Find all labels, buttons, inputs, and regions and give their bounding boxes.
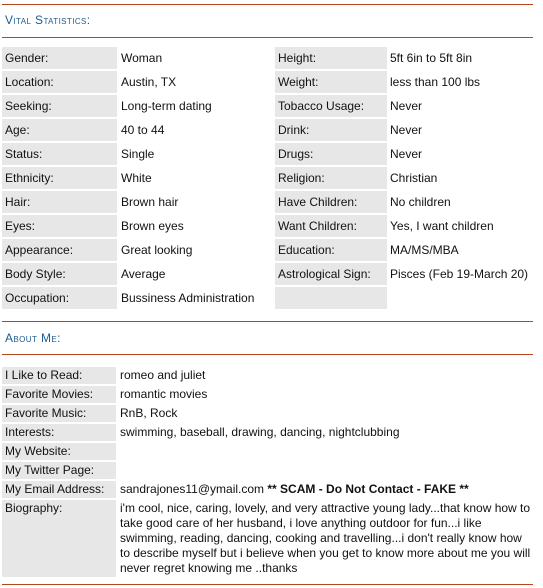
biography-label: Biography: (2, 500, 116, 577)
vital-value: Christian (390, 171, 438, 185)
vital-label: Drugs: (275, 143, 387, 165)
vital-value: Brown hair (121, 195, 179, 209)
about-label: Interests: (2, 424, 116, 441)
vital-statistics-table (2, 46, 533, 310)
vital-row (2, 214, 533, 238)
vital-row (2, 238, 533, 262)
vital-value: less than 100 lbs (390, 75, 481, 89)
vital-value: Single (121, 147, 155, 161)
about-label: Favorite Movies: (2, 386, 116, 403)
vital-label: Ethnicity: (2, 167, 117, 189)
vital-row (2, 94, 533, 118)
about-value: romantic movies (120, 387, 208, 401)
about-row (2, 366, 533, 385)
top-divider (2, 4, 533, 5)
about-label: My Twitter Page: (2, 462, 116, 479)
vital-row (2, 190, 533, 214)
biography-row (2, 499, 533, 576)
vital-label: Gender: (2, 47, 117, 69)
vital-value: Austin, TX (121, 75, 177, 89)
vital-label: Astrological Sign: (275, 263, 387, 285)
about-top-divider (2, 321, 533, 322)
vital-label: Body Style: (2, 263, 117, 285)
vital-label: Hair: (2, 191, 117, 213)
vital-value: Yes, I want children (390, 219, 494, 233)
vital-value: Never (390, 147, 423, 161)
vital-value: Never (390, 123, 423, 137)
vital-label: Height: (275, 47, 387, 69)
vital-value: Bussiness Administration (121, 291, 255, 305)
about-label: My Website: (2, 443, 116, 460)
vital-value: White (121, 171, 152, 185)
vital-label: Occupation: (2, 287, 117, 309)
about-row (2, 423, 533, 442)
vital-row (2, 70, 533, 94)
bottom-divider (2, 584, 533, 585)
vital-value (387, 287, 533, 309)
vital-value: MA/MS/MBA (390, 243, 459, 257)
about-me-divider (2, 354, 533, 355)
email-value (118, 480, 533, 499)
vital-label: Appearance: (2, 239, 117, 261)
about-value: RnB, Rock (120, 406, 178, 420)
vital-value: Woman (121, 51, 163, 65)
vital-value: Great looking (121, 243, 193, 257)
about-value: swimming, baseball, drawing, dancing, nightclubbing (120, 425, 400, 439)
vital-label (275, 287, 387, 309)
vital-statistics-divider (2, 37, 533, 38)
about-value: romeo and juliet (120, 368, 206, 382)
about-row (2, 404, 533, 423)
vital-label: Education: (275, 239, 387, 261)
about-me-heading: About Me: (5, 331, 61, 345)
vital-row (2, 118, 533, 142)
vital-label: Eyes: (2, 215, 117, 237)
vital-row (2, 142, 533, 166)
vital-label: Want Children: (275, 215, 387, 237)
vital-label: Location: (2, 71, 117, 93)
vital-value: 40 to 44 (121, 123, 165, 137)
vital-row (2, 262, 533, 286)
vital-label: Status: (2, 143, 117, 165)
about-row (2, 461, 533, 480)
vital-statistics-heading: Vital Statistics: (5, 13, 91, 27)
vital-label: Seeking: (2, 95, 117, 117)
biography-text: i'm cool, nice, caring, lovely, and very attractive young lady...that know how to take good care of her husband, i love anything outdoor for fun...i like swimming, reading, dancing, cooking and travelling...i don't really know how to describe myself but i believe when you get to know more about me you will never regret knowing me ..thanks (120, 501, 531, 575)
email-label: My Email Address: (2, 481, 116, 498)
about-me-table (2, 366, 533, 576)
about-row (2, 385, 533, 404)
scam-warning: ** SCAM - Do Not Contact - FAKE ** (267, 482, 469, 496)
vital-value: Long-term dating (121, 99, 212, 113)
about-label: Favorite Music: (2, 405, 116, 422)
vital-label: Religion: (275, 167, 387, 189)
vital-label: Weight: (275, 71, 387, 93)
about-row (2, 442, 533, 461)
email-address: sandrajones11@ymail.com (120, 482, 265, 496)
vital-label: Tobacco Usage: (275, 95, 387, 117)
vital-label: Drink: (275, 119, 387, 141)
vital-row (2, 166, 533, 190)
vital-value: No children (390, 195, 451, 209)
vital-label: Have Children: (275, 191, 387, 213)
vital-value: Brown eyes (121, 219, 184, 233)
vital-value: Pisces (Feb 19-March 20) (390, 267, 529, 281)
vital-row (2, 286, 533, 310)
vital-row (2, 46, 533, 70)
vital-value: Never (390, 99, 423, 113)
vital-value: Average (121, 267, 166, 281)
email-row (2, 480, 533, 499)
about-label: I Like to Read: (2, 367, 116, 384)
vital-value: 5ft 6in to 5ft 8in (390, 51, 473, 65)
vital-label: Age: (2, 119, 117, 141)
